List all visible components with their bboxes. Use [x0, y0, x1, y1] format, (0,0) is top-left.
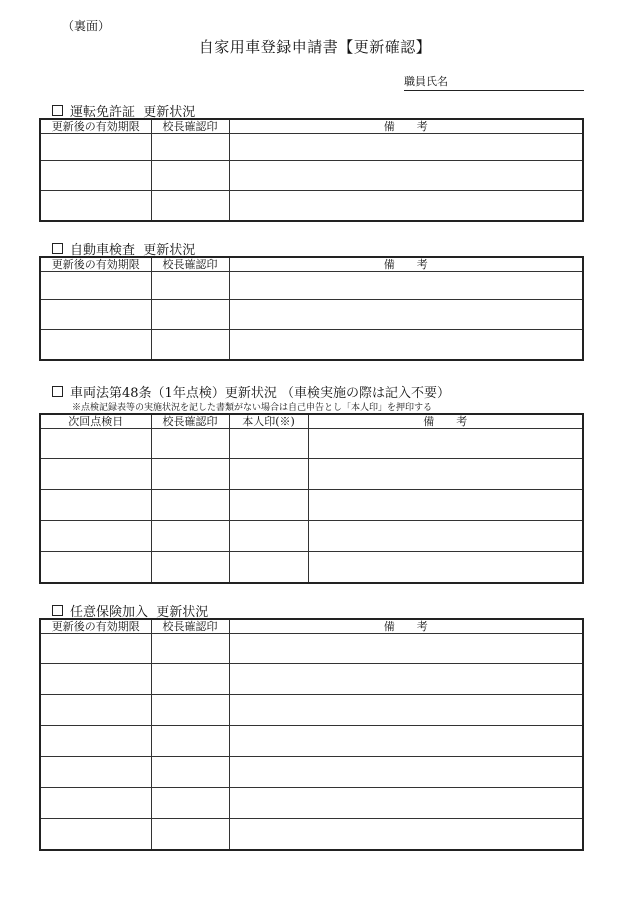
staff-name-label: 職員氏名 [404, 75, 448, 88]
cell[interactable] [40, 788, 151, 819]
section-heading-periodic-check [52, 382, 450, 401]
table-row [40, 521, 583, 552]
cell[interactable] [229, 191, 583, 221]
cell[interactable] [229, 726, 583, 757]
cell[interactable] [40, 664, 151, 695]
cell[interactable] [151, 330, 229, 360]
col-header-remarks: 備 考 [229, 119, 583, 134]
cell[interactable] [40, 330, 151, 360]
cell[interactable] [151, 552, 229, 583]
table-row [40, 664, 583, 695]
cell[interactable] [229, 300, 583, 330]
cell[interactable] [40, 300, 151, 330]
license-table [39, 118, 584, 222]
document-title: 自家用車登録申請書【更新確認】 [198, 38, 432, 56]
cell[interactable] [229, 819, 583, 850]
cell[interactable] [40, 634, 151, 664]
cell[interactable] [151, 788, 229, 819]
table-row [40, 726, 583, 757]
cell[interactable] [229, 552, 308, 583]
table-row [40, 161, 583, 191]
col-header-remarks: 備 考 [229, 257, 583, 272]
cell[interactable] [151, 695, 229, 726]
table-row [40, 552, 583, 583]
table-row [40, 634, 583, 664]
table-row [40, 134, 583, 161]
cell[interactable] [151, 757, 229, 788]
col-header-expiry: 更新後の有効期限 [40, 119, 151, 134]
cell[interactable] [40, 161, 151, 191]
cell[interactable] [151, 272, 229, 300]
table-row [40, 272, 583, 300]
cell[interactable] [229, 521, 308, 552]
col-header-principal-seal: 校長確認印 [151, 414, 229, 429]
col-header-expiry: 更新後の有効期限 [40, 619, 151, 634]
cell[interactable] [229, 272, 583, 300]
periodic-check-table [39, 413, 584, 584]
table-row [40, 788, 583, 819]
table-row [40, 330, 583, 360]
cell[interactable] [40, 134, 151, 161]
table-row [40, 300, 583, 330]
cell[interactable] [151, 490, 229, 521]
cell[interactable] [40, 272, 151, 300]
section-title: 車両法第48条（1年点検）更新状況 [70, 386, 277, 401]
col-header-expiry: 更新後の有効期限 [40, 257, 151, 272]
cell[interactable] [151, 429, 229, 459]
section-status: 更新状況 [156, 605, 209, 620]
cell[interactable] [151, 521, 229, 552]
staff-name-field[interactable] [404, 73, 584, 91]
section-status: （車検実施の際は記入不要） [280, 386, 450, 401]
table-row [40, 429, 583, 459]
cell[interactable] [40, 459, 151, 490]
cell[interactable] [229, 429, 308, 459]
table-row [40, 819, 583, 850]
section-note: ※点検記録表等の実施状況を記した書類がない場合は自己申告とし「本人印」を押印する [72, 403, 433, 413]
cell[interactable] [40, 757, 151, 788]
cell[interactable] [151, 459, 229, 490]
cell[interactable] [151, 161, 229, 191]
inspection-table [39, 256, 584, 361]
cell[interactable] [229, 490, 308, 521]
cell[interactable] [151, 726, 229, 757]
checkbox-inspection[interactable] [52, 243, 63, 254]
cell[interactable] [229, 330, 583, 360]
cell[interactable] [151, 819, 229, 850]
cell[interactable] [151, 191, 229, 221]
cell[interactable] [229, 788, 583, 819]
cell[interactable] [229, 459, 308, 490]
cell[interactable] [308, 459, 583, 490]
cell[interactable] [308, 490, 583, 521]
cell[interactable] [151, 664, 229, 695]
cell[interactable] [40, 521, 151, 552]
col-header-principal-seal: 校長確認印 [151, 119, 229, 134]
col-header-principal-seal: 校長確認印 [151, 257, 229, 272]
col-header-personal-seal: 本人印(※) [229, 414, 308, 429]
cell[interactable] [40, 819, 151, 850]
table-row [40, 191, 583, 221]
cell[interactable] [308, 521, 583, 552]
section-title: 運転免許証 [70, 105, 136, 120]
cell[interactable] [40, 429, 151, 459]
section-title: 自動車検査 [70, 243, 136, 258]
cell[interactable] [40, 191, 151, 221]
cell[interactable] [40, 490, 151, 521]
cell[interactable] [229, 695, 583, 726]
cell[interactable] [229, 134, 583, 161]
page-side-label: （裏面） [62, 19, 111, 33]
cell[interactable] [40, 695, 151, 726]
cell[interactable] [151, 134, 229, 161]
col-header-next-check-date: 次回点検日 [40, 414, 151, 429]
col-header-remarks: 備 考 [308, 414, 583, 429]
cell[interactable] [40, 726, 151, 757]
cell[interactable] [151, 634, 229, 664]
col-header-principal-seal: 校長確認印 [151, 619, 229, 634]
section-status: 更新状況 [143, 105, 196, 120]
cell[interactable] [40, 552, 151, 583]
table-row [40, 490, 583, 521]
insurance-table [39, 618, 584, 851]
section-title: 任意保険加入 [70, 605, 149, 620]
table-row [40, 459, 583, 490]
cell[interactable] [151, 300, 229, 330]
checkbox-license[interactable] [52, 105, 63, 116]
cell[interactable] [308, 429, 583, 459]
table-row [40, 695, 583, 726]
cell[interactable] [308, 552, 583, 583]
table-row [40, 757, 583, 788]
cell[interactable] [229, 757, 583, 788]
checkbox-periodic-check[interactable] [52, 386, 63, 397]
checkbox-insurance[interactable] [52, 605, 63, 616]
cell[interactable] [229, 664, 583, 695]
section-status: 更新状況 [143, 243, 196, 258]
col-header-remarks: 備 考 [229, 619, 583, 634]
cell[interactable] [229, 634, 583, 664]
cell[interactable] [229, 161, 583, 191]
